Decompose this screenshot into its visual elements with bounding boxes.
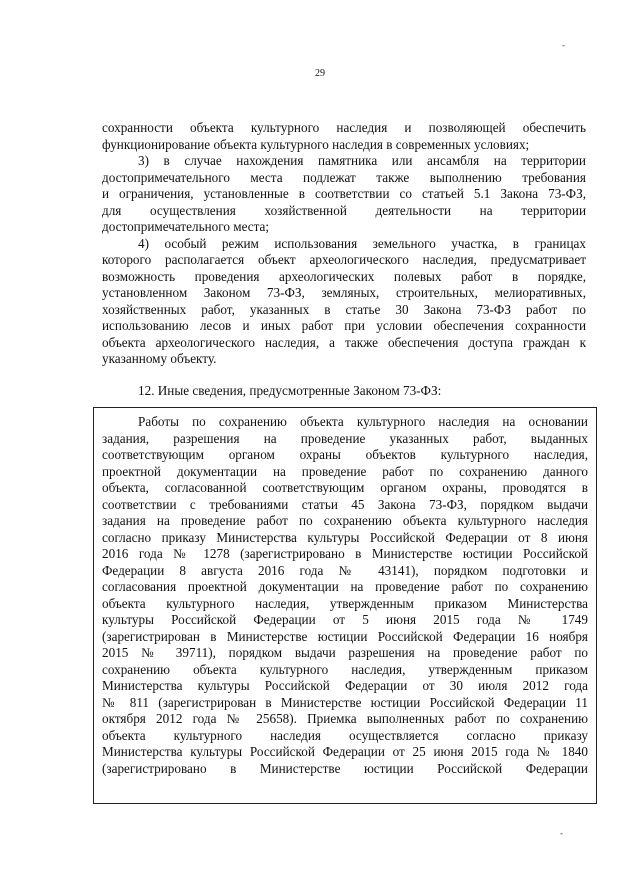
body-text-line: хозяйственных работ, указанных в статье 30 Закона 73-ФЗ работ по <box>102 301 586 317</box>
box-text-line: соответствии с требованиями статьи 45 Закона 73-ФЗ, порядком выдачи <box>102 496 588 512</box>
body-text-upper <box>102 120 586 368</box>
box-text-line: объекта культурного наследия, утвержденным приказом Министерства <box>102 595 588 611</box>
body-text-line: функционирование объекта культурного наследия в современных условиях; <box>102 136 530 152</box>
box-text-line: 2016 года № 1278 (зарегистрировано в Министерстве юстиции Российской <box>102 546 588 561</box>
box-text-line: сохранению объекта культурного наследия, утвержденным приказом <box>102 661 588 677</box>
body-text-line: установленном Законом 73-ФЗ, земляных, строительных, мелиоративных, <box>102 285 586 300</box>
body-text-line: сохранности объекта культурного наследия и позволяющей обеспечить <box>102 120 586 135</box>
box-text-line: задания на проведение работ по сохранению объекта культурного наследия <box>102 513 588 528</box>
box-text-line: согласно приказу Министерства культуры Российской Федерации от 8 июня <box>102 529 588 545</box>
page-number: 29 <box>315 68 325 79</box>
body-text-line: которого располагается объект археологического наследия, предусматривает <box>102 252 586 267</box>
box-text-line: № 811 (зарегистрирован в Министерстве юстиции Российской Федерации 11 <box>102 694 588 710</box>
box-text-line: объекта, согласованной соответствующим органом охраны, проводятся в <box>102 480 588 495</box>
box-text-line: соответствующим органом охраны объектов культурного наследия, <box>102 447 588 462</box>
box-text-line: Министерства культуры Российской Федерации от 30 июля 2012 года <box>102 678 588 693</box>
box-text-line: объекта культурного наследия осуществляется согласно приказу <box>102 727 588 743</box>
section-heading: 12. Иные сведения, предусмотренные Законом 73-ФЗ: <box>138 383 442 398</box>
box-text-line: Министерства культуры Российской Федерации от 25 июня 2015 года № 1840 <box>102 744 588 759</box>
scan-mark-top: - <box>562 40 565 50</box>
body-text-line: для осуществления хозяйственной деятельности на территории <box>102 202 586 218</box>
box-text-line: проектной документации на проведение работ по сохранению данного <box>102 463 588 479</box>
body-text-line: объекта археологического наследия, а также обеспечения доступа граждан к <box>102 334 586 350</box>
box-text-line: согласования проектной документации на проведение работ по сохранению <box>102 579 588 594</box>
body-text-line: использованию лесов и иных работ при условии обеспечения сохранности <box>102 318 586 333</box>
body-text-line: 4) особый режим использования земельного участка, в границах <box>138 235 586 251</box>
body-text-line: возможность проведения археологических полевых работ в порядке, <box>102 268 586 284</box>
box-text-line: 2015 № 39711), порядком выдачи разрешения на проведение работ по <box>102 645 588 660</box>
box-text-line: задания, разрешения на проведение указанных работ, выданных <box>102 430 588 446</box>
box-text-line: октября 2012 года № 25658). Приемка выполненных работ по сохранению <box>102 711 588 726</box>
box-text-line: (зарегистрирован в Министерстве юстиции Российской Федерации 16 ноября <box>102 628 588 644</box>
body-text-line: указанному объекту. <box>102 351 217 366</box>
box-text-line: (зарегистрировано в Министерстве юстиции Российской Федерации <box>102 760 588 776</box>
box-text-line: Работы по сохранению объекта культурного наследия на основании <box>138 414 588 429</box>
body-text-line: достопримечательного места; <box>102 219 270 234</box>
box-text-line: культуры Российской Федерации от 5 июня 2015 года № 1749 <box>102 612 588 627</box>
other-info-text <box>102 414 588 777</box>
body-text-line: 3) в случае нахождения памятника или ансамбля на территории <box>138 153 586 168</box>
box-text-line: Федерации 8 августа 2016 года № 43141), порядком подготовки и <box>102 562 588 578</box>
body-text-line: и ограничения, установленные в соответствии со статьей 5.1 Закона 73-ФЗ, <box>102 186 586 201</box>
body-text-line: достопримечательного места подлежат также выполнению требования <box>102 169 586 185</box>
scan-mark-bottom: - <box>560 828 563 838</box>
